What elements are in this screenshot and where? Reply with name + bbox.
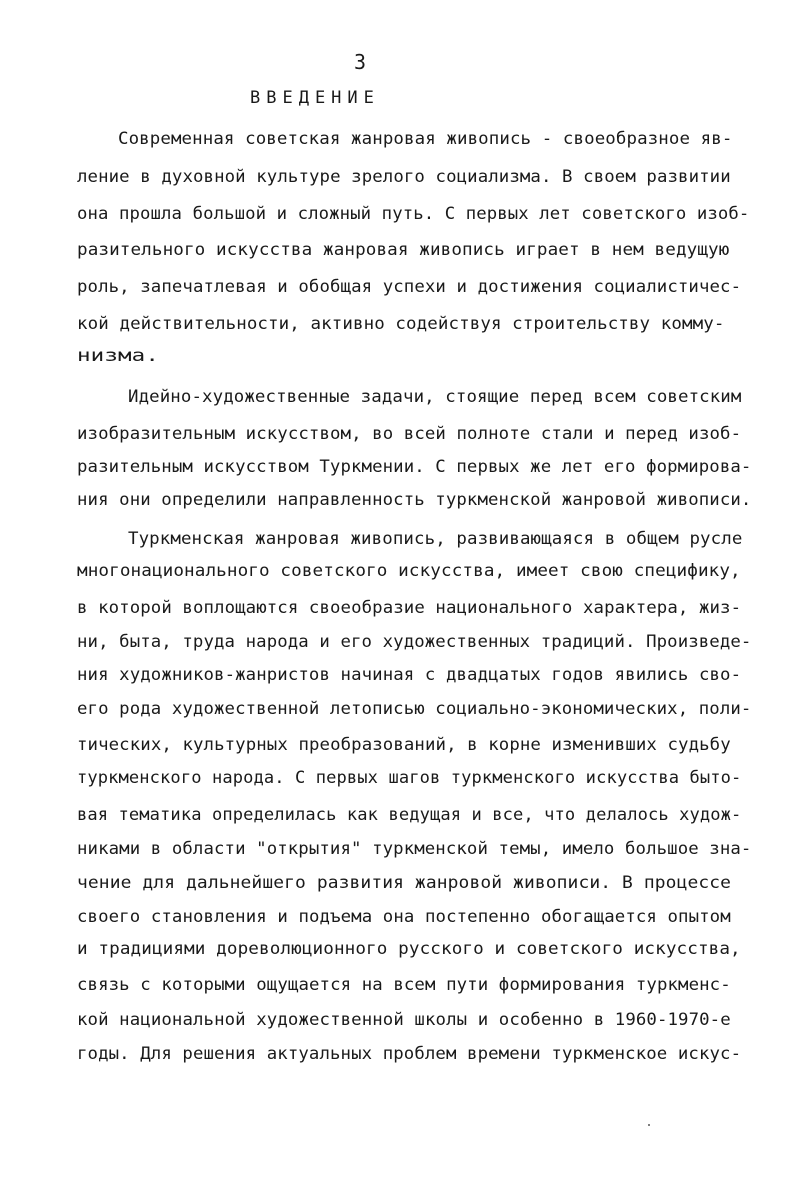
- text-line: ния художников-жанристов начиная с двадцатых годов явились сво-: [77, 665, 742, 685]
- text-line: годы. Для решения актуальных проблем времени туркменское искус-: [77, 1044, 742, 1064]
- text-line: чение для дальнейшего развития жанровой живописи. В процессе: [77, 873, 732, 893]
- section-heading: ВВЕДЕНИЕ: [250, 88, 380, 108]
- text-line: она прошла большой и сложный путь. С первых лет советского изоб-: [77, 204, 750, 224]
- text-line: Современная советская жанровая живопись - своеобразное яв-: [118, 129, 733, 149]
- text-line: туркменского народа. С первых шагов туркменского искусства быто-: [77, 768, 742, 788]
- text-line: связь с которыми ощущается на всем пути формирования туркменс-: [77, 975, 731, 995]
- text-line: ление в духовной культуре зрелого социализма. В своем развитии: [77, 167, 731, 187]
- text-line: изобразительным искусством, во всей полноте стали и перед изоб-: [77, 424, 742, 444]
- text-line: кой национальной художественной школы и особенно в 1960-1970-е: [77, 1010, 731, 1030]
- text-line: ни, быта, труда народа и его художественных традиций. Произведе-: [77, 632, 752, 652]
- text-line: Идейно-художественные задачи, стоящие перед всем советским: [128, 387, 742, 407]
- text-line: низма.: [77, 346, 160, 366]
- text-line: многонационального советского искусства, имеет свою специфику,: [77, 561, 741, 581]
- text-line: никами в области "открытия" туркменской темы, имело большое зна-: [77, 839, 752, 859]
- text-line: разительного искусства жанровая живопись играет в нем ведущую: [77, 240, 730, 260]
- text-line: кой действительности, активно содействуя строительству комму-: [77, 314, 725, 334]
- text-line: ния они определили направленность туркменской жанровой живописи.: [77, 490, 752, 510]
- text-line: и традициями дореволюционного русского и советского искусства,: [77, 939, 741, 959]
- text-line: Туркменская жанровая живопись, развивающаяся в общем русле: [128, 529, 743, 549]
- text-line: роль, запечатлевая и обобщая успехи и достижения социалистичес-: [77, 277, 742, 297]
- text-line: в которой воплощаются своеобразие национального характера, жиз-: [77, 598, 742, 618]
- page-number: 3: [353, 50, 367, 74]
- text-line: тических, культурных преобразований, в корне изменивших судьбу: [77, 735, 731, 755]
- text-line: разительным искусством Туркмении. С первых же лет его формирова-: [77, 457, 752, 477]
- scan-speck: [648, 1124, 650, 1126]
- text-line: своего становления и подъема она постепенно обогащается опытом: [77, 907, 731, 927]
- text-line: его рода художественной летописью социально-экономических, поли-: [77, 699, 752, 719]
- text-line: вая тематика определилась как ведущая и все, что делалось худож-: [77, 805, 742, 825]
